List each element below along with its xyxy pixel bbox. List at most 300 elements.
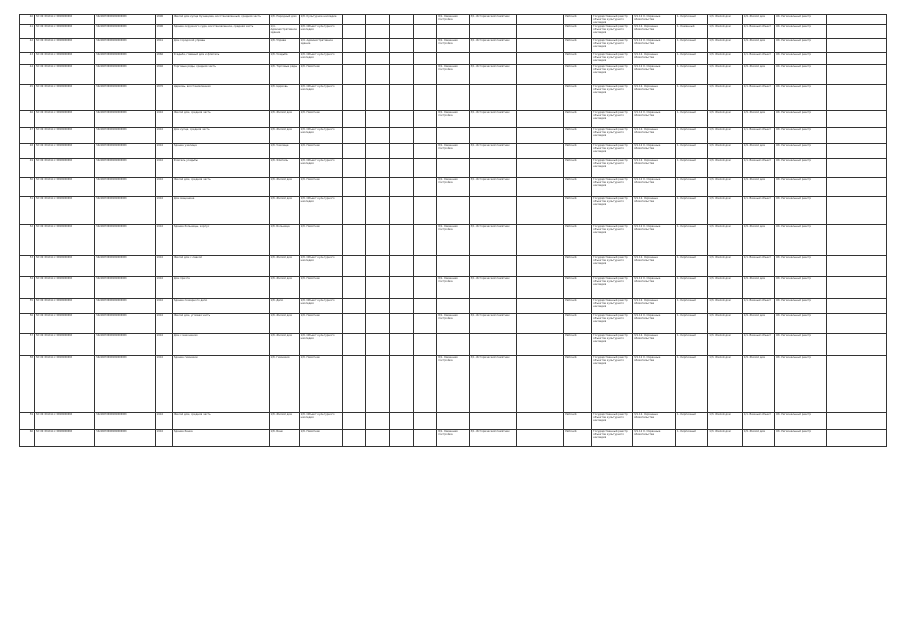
- cell-col8: [366, 15, 390, 25]
- cell-reg: 502400700000000000000: [95, 159, 155, 178]
- cell-n: 57: [20, 334, 35, 356]
- cell-col8: [366, 314, 390, 334]
- cell-col8: [366, 111, 390, 128]
- cell-n: 51: [20, 197, 35, 225]
- cell-col16: 3/1.12 0. Охранные обязательства: [633, 314, 676, 334]
- cell-code: 50:06:0010111:30000000000: [35, 111, 95, 128]
- cell-col7: [342, 299, 366, 314]
- cell-col18: 1/3. Жилой дом: [708, 356, 742, 413]
- cell-yr: 1910: [155, 144, 172, 159]
- cell-col8: [366, 299, 390, 314]
- cell-col5: 1/8. Усадьба: [269, 53, 299, 65]
- cell-col19: 1/9. Жилой дом: [742, 144, 774, 159]
- cell-name: Усадьба, главный дом и флигель: [172, 53, 269, 65]
- cell-col17: 1. Кирпичный: [676, 197, 708, 225]
- cell-col5: 1/8. Жилой дом: [269, 111, 299, 128]
- cell-col13: [516, 128, 563, 144]
- cell-col13: [516, 356, 563, 413]
- cell-reg: 502400700000000000000: [95, 277, 155, 299]
- cell-col11: [437, 159, 469, 178]
- cell-empty: [826, 65, 886, 85]
- cell-col6: 1/8. Памятник: [299, 65, 342, 85]
- cell-code: 50:06:0010111:30000000000: [35, 85, 95, 111]
- cell-n: 48: [20, 144, 35, 159]
- cell-n: 49: [20, 159, 35, 178]
- cell-code: 50:06:0010111:30000000000: [35, 159, 95, 178]
- cell-col6: 1/8. Памятник: [299, 277, 342, 299]
- cell-col20: Об. Региональный реестр: [774, 53, 826, 65]
- cell-col9: [389, 314, 413, 334]
- cell-col13: [516, 85, 563, 111]
- cell-col18: 1/3. Жилой дом: [708, 65, 742, 85]
- cell-n: 43: [20, 53, 35, 65]
- cell-col11: [437, 256, 469, 277]
- cell-reg: 502400700000000000000: [95, 144, 155, 159]
- cell-col7: [342, 178, 366, 197]
- cell-col20: Об. Региональный реестр: [774, 413, 826, 430]
- cell-col12: 3/1. Исторический памятник: [469, 430, 516, 447]
- cell-reg: 502400700000000000000: [95, 334, 155, 356]
- table-row: [20, 277, 887, 299]
- table-row: [20, 53, 887, 65]
- cell-empty: [826, 111, 886, 128]
- table-row: [20, 65, 887, 85]
- cell-col6: 1/8. Объект культурного наследия: [299, 197, 342, 225]
- cell-col20: Об. Региональный реестр: [774, 111, 826, 128]
- cell-col7: [342, 334, 366, 356]
- cell-col16: 3/1.12. Охранные обязательства: [633, 299, 676, 314]
- table-row: [20, 15, 887, 25]
- cell-empty: [826, 159, 886, 178]
- cell-col11: 8/1. Каменная постройка: [437, 225, 469, 256]
- cell-col16: 3/1.12. Охранные обязательства: [633, 256, 676, 277]
- cell-col14: Рабочий: [564, 25, 592, 39]
- cell-col19: 1/9. Жилой дом: [742, 39, 774, 53]
- cell-col15: Государственный реестр объектов культурного наследия: [592, 111, 633, 128]
- cell-col10: [413, 111, 437, 128]
- cell-col17: 1. Кирпичный: [676, 256, 708, 277]
- cell-yr: 1910: [155, 277, 172, 299]
- cell-col9: [389, 256, 413, 277]
- cell-col8: [366, 144, 390, 159]
- cell-n: 54: [20, 277, 35, 299]
- cell-col15: Государственный реестр объектов культурного наследия: [592, 413, 633, 430]
- cell-reg: 502400700000000000000: [95, 197, 155, 225]
- table-row: [20, 299, 887, 314]
- cell-col13: [516, 39, 563, 53]
- cell-col8: [366, 25, 390, 39]
- cell-yr: 1910: [155, 256, 172, 277]
- cell-col5: 1/8. Жилой дом: [269, 128, 299, 144]
- cell-code: 50:06:0010111:30000000000: [35, 314, 95, 334]
- cell-col9: [389, 413, 413, 430]
- table-row: [20, 356, 887, 413]
- table-body: [20, 15, 887, 447]
- cell-empty: [826, 25, 886, 39]
- cell-name: Флигель усадьбы: [172, 159, 269, 178]
- cell-col13: [516, 430, 563, 447]
- cell-col9: [389, 144, 413, 159]
- cell-name: Церковь, восстановленная: [172, 85, 269, 111]
- cell-col19: 1/1. Важный объект: [742, 256, 774, 277]
- cell-col12: [469, 413, 516, 430]
- cell-col7: [342, 225, 366, 256]
- cell-col18: 1/3. Жилой дом: [708, 413, 742, 430]
- cell-col12: [469, 159, 516, 178]
- cell-col14: Рабочий: [564, 225, 592, 256]
- cell-col10: [413, 314, 437, 334]
- cell-col13: [516, 178, 563, 197]
- cell-name: Жилой дом, средняя часть: [172, 413, 269, 430]
- cell-col20: Об. Региональный реестр: [774, 197, 826, 225]
- cell-empty: [826, 39, 886, 53]
- cell-col9: [389, 178, 413, 197]
- cell-col10: [413, 25, 437, 39]
- cell-yr: 1890: [155, 25, 172, 39]
- cell-col7: [342, 39, 366, 53]
- cell-col12: [469, 197, 516, 225]
- cell-name: Жилой дом с лавкой: [172, 256, 269, 277]
- table-row: [20, 225, 887, 256]
- cell-col8: [366, 159, 390, 178]
- cell-col9: [389, 39, 413, 53]
- cell-empty: [826, 178, 886, 197]
- cell-yr: 1910: [155, 197, 172, 225]
- cell-col16: 3/1.12. Охранные обязательства: [633, 128, 676, 144]
- cell-col14: Рабочий: [564, 85, 592, 111]
- cell-col10: [413, 65, 437, 85]
- cell-code: 50:06:0010111:30000000000: [35, 15, 95, 25]
- cell-col8: [366, 413, 390, 430]
- cell-name: Здание училища: [172, 144, 269, 159]
- cell-col15: Государственный реестр объектов культурного наследия: [592, 65, 633, 85]
- cell-yr: 1910: [155, 430, 172, 447]
- cell-col19: 1/9. Жилой дом: [742, 314, 774, 334]
- cell-empty: [826, 299, 886, 314]
- cell-col16: 3/1.12 0. Охранные обязательства: [633, 15, 676, 25]
- cell-col10: [413, 334, 437, 356]
- cell-col18: 1/3. Жилой дом: [708, 277, 742, 299]
- cell-col20: Об. Региональный реестр: [774, 356, 826, 413]
- cell-col18: 1/3. Жилой дом: [708, 159, 742, 178]
- cell-col11: 8/1. Каменная постройка: [437, 15, 469, 25]
- cell-col5: 1/8. Управа: [269, 39, 299, 53]
- cell-col15: Государственный реестр объектов культурного наследия: [592, 53, 633, 65]
- cell-n: 59: [20, 413, 35, 430]
- table-row: [20, 413, 887, 430]
- cell-col8: [366, 128, 390, 144]
- cell-col6: 1/8. Памятник: [299, 356, 342, 413]
- cell-code: 50:06:0010111:30000000000: [35, 65, 95, 85]
- cell-empty: [826, 128, 886, 144]
- table-row: [20, 25, 887, 39]
- cell-col18: 1/3. Жилой дом: [708, 334, 742, 356]
- cell-col11: [437, 85, 469, 111]
- cell-col18: 1/3. Жилой дом: [708, 53, 742, 65]
- cell-empty: [826, 144, 886, 159]
- cell-yr: 1910: [155, 128, 172, 144]
- cell-col5: 1/8. Жилой дом: [269, 314, 299, 334]
- cell-col9: [389, 65, 413, 85]
- cell-col19: 1/9. Жилой дом: [742, 15, 774, 25]
- cell-reg: 502400700000000000000: [95, 53, 155, 65]
- cell-col15: Государственный реестр объектов культурного наследия: [592, 430, 633, 447]
- cell-reg: 502400700000000000000: [95, 430, 155, 447]
- cell-col6: 1/8. Памятник: [299, 111, 342, 128]
- cell-col5: 1/8. Банк: [269, 430, 299, 447]
- cell-empty: [826, 197, 886, 225]
- cell-col13: [516, 225, 563, 256]
- cell-col20: Об. Региональный реестр: [774, 159, 826, 178]
- cell-col18: 1/3. Жилой дом: [708, 25, 742, 39]
- cell-col7: [342, 53, 366, 65]
- cell-col17: 1. Кирпичный: [676, 159, 708, 178]
- cell-col13: [516, 159, 563, 178]
- cell-col5: 1/8. Училище: [269, 144, 299, 159]
- cell-col19: 1/9. Жилой дом: [742, 430, 774, 447]
- table-row: [20, 128, 887, 144]
- cell-empty: [826, 334, 886, 356]
- cell-name: Жилой дом, средняя часть: [172, 111, 269, 128]
- cell-col10: [413, 178, 437, 197]
- cell-code: 50:06:0010111:30000000000: [35, 413, 95, 430]
- cell-col6: 1/8. Культурное наследие: [299, 15, 342, 25]
- cell-col16: 3/1.12 0. Охранные обязательства: [633, 356, 676, 413]
- table-row: [20, 197, 887, 225]
- cell-col6: 1/8. Памятник: [299, 225, 342, 256]
- cell-col13: [516, 334, 563, 356]
- cell-col15: Государственный реестр объектов культурного наследия: [592, 256, 633, 277]
- cell-code: 50:06:0010111:30000000000: [35, 256, 95, 277]
- cell-col20: Об. Региональный реестр: [774, 128, 826, 144]
- cell-col13: [516, 15, 563, 25]
- cell-reg: 502400700000000000000: [95, 178, 155, 197]
- cell-col15: Государственный реестр объектов культурного наследия: [592, 128, 633, 144]
- cell-col9: [389, 53, 413, 65]
- cell-col9: [389, 334, 413, 356]
- cell-col19: 1/9. Жилой дом: [742, 178, 774, 197]
- cell-col18: 1/3. Жилой дом: [708, 225, 742, 256]
- cell-col8: [366, 225, 390, 256]
- cell-col17: 1. Кирпичный: [676, 314, 708, 334]
- cell-col8: [366, 277, 390, 299]
- cell-col6: 1/8. Памятник: [299, 178, 342, 197]
- cell-col10: [413, 256, 437, 277]
- cell-col14: Рабочий: [564, 334, 592, 356]
- cell-reg: 502400700000000000000: [95, 256, 155, 277]
- cell-col7: [342, 15, 366, 25]
- cell-col9: [389, 356, 413, 413]
- cell-col15: Государственный реестр объектов культурного наследия: [592, 197, 633, 225]
- cell-col6: 1/8. Объект культурного наследия: [299, 25, 342, 39]
- cell-n: 50: [20, 178, 35, 197]
- cell-col7: [342, 25, 366, 39]
- table-row: [20, 334, 887, 356]
- cell-col8: [366, 85, 390, 111]
- cell-empty: [826, 256, 886, 277]
- cell-name: Жилой дом, средняя часть: [172, 178, 269, 197]
- cell-col18: 1/3. Жилой дом: [708, 15, 742, 25]
- cell-col11: 8/1. Каменная постройка: [437, 144, 469, 159]
- cell-col15: Государственный реестр объектов культурного наследия: [592, 144, 633, 159]
- cell-col19: 1/1. Важный объект: [742, 197, 774, 225]
- cell-col9: [389, 277, 413, 299]
- cell-col11: 8/1. Каменная постройка: [437, 314, 469, 334]
- cell-col11: [437, 197, 469, 225]
- cell-col12: 3/1. Исторический памятник: [469, 314, 516, 334]
- cell-col9: [389, 225, 413, 256]
- cell-col14: Рабочий: [564, 53, 592, 65]
- cell-col8: [366, 334, 390, 356]
- cell-col15: Государственный реестр объектов культурного наследия: [592, 25, 633, 39]
- table-row: [20, 144, 887, 159]
- cell-code: 50:06:0010111:30000000000: [35, 53, 95, 65]
- cell-col19: 1/1. Важный объект: [742, 413, 774, 430]
- cell-name: Жилой дом, угловая часть: [172, 314, 269, 334]
- cell-n: 42: [20, 39, 35, 53]
- cell-col11: 8/1. Каменная постройка: [437, 111, 469, 128]
- cell-n: 47: [20, 128, 35, 144]
- cell-col10: [413, 413, 437, 430]
- cell-name: Дом городской управы: [172, 39, 269, 53]
- cell-empty: [826, 430, 886, 447]
- cell-col12: [469, 25, 516, 39]
- cell-name: Дом мещанина: [172, 197, 269, 225]
- cell-col5: 1/8. Жилой дом: [269, 178, 299, 197]
- cell-col15: Государственный реестр объектов культурного наследия: [592, 299, 633, 314]
- cell-yr: 1910: [155, 225, 172, 256]
- cell-col7: [342, 159, 366, 178]
- cell-col8: [366, 53, 390, 65]
- cell-col16: 3/1.12. Охранные обязательства: [633, 413, 676, 430]
- cell-col18: 1/3. Жилой дом: [708, 85, 742, 111]
- cell-col6: 1/8. Памятник: [299, 144, 342, 159]
- cell-col13: [516, 65, 563, 85]
- cell-col5: 1/8. Флигель: [269, 159, 299, 178]
- cell-col17: 1. Кирпичный: [676, 85, 708, 111]
- cell-col13: [516, 111, 563, 128]
- cell-n: 46: [20, 111, 35, 128]
- cell-col11: [437, 413, 469, 430]
- cell-col13: [516, 256, 563, 277]
- cell-col16: 3/1.12 0. Охранные обязательства: [633, 277, 676, 299]
- cell-col7: [342, 314, 366, 334]
- cell-col8: [366, 256, 390, 277]
- cell-yr: 1840: [155, 65, 172, 85]
- cell-col20: Об. Региональный реестр: [774, 39, 826, 53]
- cell-name: Дом причта: [172, 277, 269, 299]
- cell-col17: 1. Кирпичный: [676, 39, 708, 53]
- cell-col11: 8/1. Каменная постройка: [437, 178, 469, 197]
- cell-col12: [469, 256, 516, 277]
- cell-col16: 3/1.12 0. Охранные обязательства: [633, 65, 676, 85]
- cell-reg: 502400700000000000000: [95, 299, 155, 314]
- cell-col16: 3/1.12. Охранные обязательства: [633, 85, 676, 111]
- cell-col12: 3/1. Исторический памятник: [469, 39, 516, 53]
- cell-code: 50:06:0010111:30000000000: [35, 178, 95, 197]
- table-row: [20, 256, 887, 277]
- cell-reg: 502400700000000000000: [95, 25, 155, 39]
- cell-reg: 502400700000000000000: [95, 314, 155, 334]
- cell-col18: 1/3. Жилой дом: [708, 430, 742, 447]
- cell-col14: Рабочий: [564, 178, 592, 197]
- cell-col17: 1. Кирпичный: [676, 430, 708, 447]
- cell-yr: 1910: [155, 159, 172, 178]
- cell-name: Жилой дом купца Кузнецова, восстановленный, средняя часть: [172, 15, 269, 25]
- cell-col12: 3/1. Исторический памятник: [469, 225, 516, 256]
- cell-col5: 1/8. Торговые ряды: [269, 65, 299, 85]
- cell-col16: 3/1.12 0. Охранные обязательства: [633, 39, 676, 53]
- cell-col10: [413, 356, 437, 413]
- cell-col10: [413, 39, 437, 53]
- cell-col9: [389, 15, 413, 25]
- cell-col13: [516, 314, 563, 334]
- cell-col9: [389, 299, 413, 314]
- cell-col20: Об. Региональный реестр: [774, 277, 826, 299]
- cell-code: 50:06:0010111:30000000000: [35, 334, 95, 356]
- cell-code: 50:06:0010111:30000000000: [35, 128, 95, 144]
- cell-col19: 1/9. Жилой дом: [742, 225, 774, 256]
- cell-name: Здание пожарного депо: [172, 299, 269, 314]
- cell-col9: [389, 25, 413, 39]
- cell-col10: [413, 144, 437, 159]
- cell-col11: [437, 128, 469, 144]
- cell-yr: 1910: [155, 314, 172, 334]
- cell-col14: Рабочий: [564, 197, 592, 225]
- cell-col20: Об. Региональный реестр: [774, 25, 826, 39]
- cell-yr: 1860: [155, 53, 172, 65]
- cell-col6: 1/9. Административное здание: [299, 39, 342, 53]
- cell-col12: 3/1. Исторический памятник: [469, 178, 516, 197]
- cell-col12: 3/1. Исторический памятник: [469, 356, 516, 413]
- cell-reg: 502400700000000000000: [95, 128, 155, 144]
- cell-col12: [469, 85, 516, 111]
- cell-col16: 3/1.12 0. Охранные обязательства: [633, 225, 676, 256]
- cell-col17: 1. Кирпичный: [676, 65, 708, 85]
- cell-n: 52: [20, 225, 35, 256]
- cell-col17: 1. Кирпичный: [676, 15, 708, 25]
- cell-col6: 1/8. Объект культурного наследия: [299, 334, 342, 356]
- cell-reg: 502400700000000000000: [95, 65, 155, 85]
- cell-col17: 1. Кирпичный: [676, 299, 708, 314]
- cell-col20: Об. Региональный реестр: [774, 15, 826, 25]
- cell-yr: 1910: [155, 178, 172, 197]
- table-row: [20, 111, 887, 128]
- cell-col18: 1/3. Жилой дом: [708, 144, 742, 159]
- cell-reg: 502400700000000000000: [95, 413, 155, 430]
- cell-col14: Рабочий: [564, 144, 592, 159]
- cell-col9: [389, 85, 413, 111]
- cell-n: 56: [20, 314, 35, 334]
- cell-col7: [342, 356, 366, 413]
- cell-col17: 1. Кирпичный: [676, 413, 708, 430]
- cell-col12: [469, 299, 516, 314]
- cell-name: Здание окружного суда, восстановленное, средняя часть: [172, 25, 269, 39]
- cell-col19: 1/1. Важный объект: [742, 334, 774, 356]
- cell-col16: 3/1.12 0. Охранные обязательства: [633, 178, 676, 197]
- cell-code: 50:06:0010111:30000000000: [35, 277, 95, 299]
- cell-col18: 1/3. Жилой дом: [708, 197, 742, 225]
- cell-empty: [826, 277, 886, 299]
- cell-col17: 1. Кирпичный: [676, 334, 708, 356]
- cell-col19: 1/9. Жилой дом: [742, 277, 774, 299]
- cell-col5: 1/8. Жилой дом: [269, 413, 299, 430]
- cell-col11: 8/1. Каменная постройка: [437, 277, 469, 299]
- cell-col8: [366, 39, 390, 53]
- cell-col20: Об. Региональный реестр: [774, 85, 826, 111]
- cell-col20: Об. Региональный реестр: [774, 256, 826, 277]
- cell-col10: [413, 53, 437, 65]
